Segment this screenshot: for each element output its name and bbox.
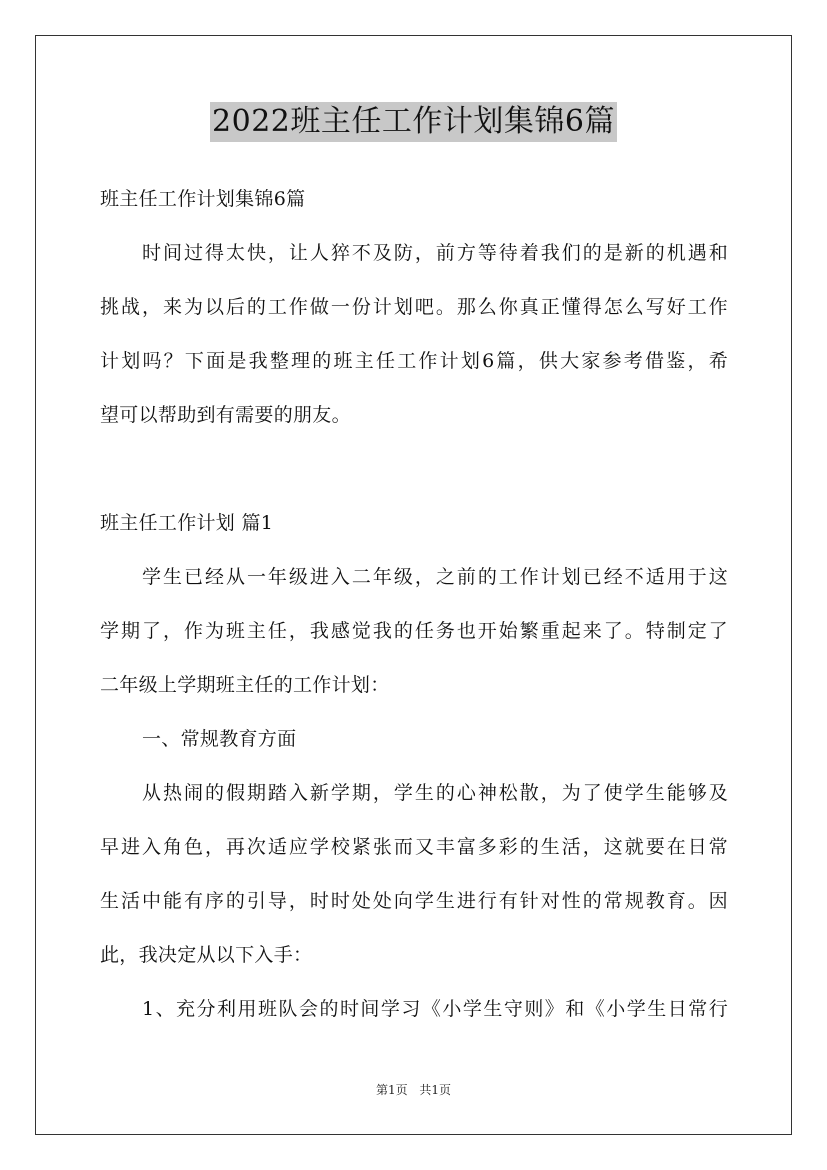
document-title: 2022班主任工作计划集锦6篇: [210, 102, 617, 142]
paragraph-line: 此，我决定从以下入手：: [100, 944, 313, 966]
paragraph-line: 生活中能有序的引导，时时处处向学生进行有针对性的常规教育。因: [100, 890, 728, 912]
paragraph-line: 学期了，作为班主任，我感觉我的任务也开始繁重起来了。特制定了: [100, 620, 728, 642]
paragraph-line: 二年级上学期班主任的工作计划：: [100, 674, 390, 696]
page-footer: [0, 1082, 827, 1098]
page-number: 第1页: [375, 1083, 408, 1097]
list-item-line: 1、充分利用班队会的时间学习《小学生守则》和《小学生日常行: [142, 998, 728, 1020]
page-total: 共1页: [419, 1083, 452, 1097]
paragraph-line: 时间过得太快，让人猝不及防，前方等待着我们的是新的机遇和: [142, 242, 728, 264]
intro-heading: 班主任工作计划集锦6篇: [100, 188, 306, 210]
document-body: [100, 172, 728, 1036]
paragraph-line: 望可以帮助到有需要的朋友。: [100, 404, 351, 426]
paragraph-line: 挑战，来为以后的工作做一份计划吧。那么你真正懂得怎么写好工作: [100, 296, 728, 318]
title-container: [0, 102, 827, 142]
subsection-heading: 一、常规教育方面: [142, 728, 297, 750]
paragraph-line: 从热闹的假期踏入新学期，学生的心神松散，为了使学生能够及: [142, 782, 728, 804]
paragraph-spacer: [100, 442, 728, 496]
paragraph-line: 早进入角色，再次适应学校紧张而又丰富多彩的生活，这就要在日常: [100, 836, 728, 858]
paragraph-line: 学生已经从一年级进入二年级，之前的工作计划已经不适用于这: [142, 566, 728, 588]
paragraph-line: 计划吗？下面是我整理的班主任工作计划6篇，供大家参考借鉴，希: [100, 350, 728, 372]
section-heading: 班主任工作计划 篇1: [100, 512, 274, 534]
